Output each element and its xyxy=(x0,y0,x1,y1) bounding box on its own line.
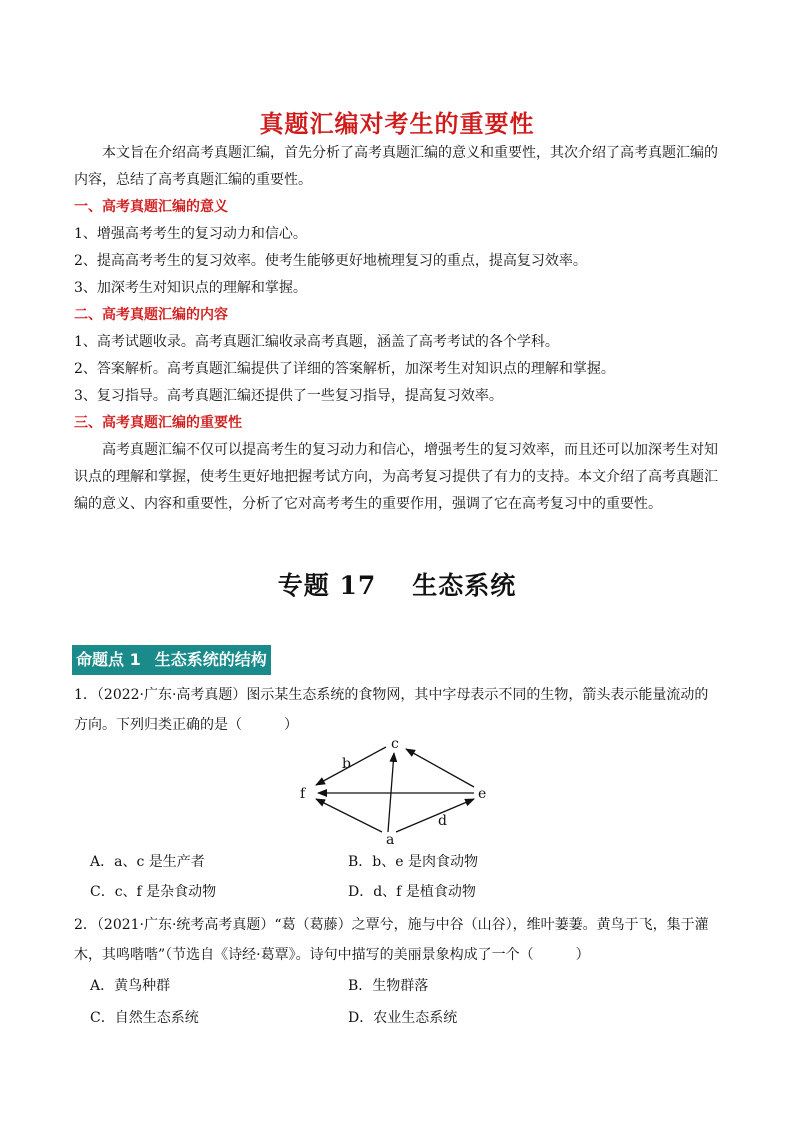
topic-label: 专题 17 xyxy=(277,571,377,600)
section-2-item: 2、答案解析。高考真题汇编提供了详细的答案解析，加深考生对知识点的理解和掌握。 xyxy=(74,361,615,377)
badge-label: 命题点 1 xyxy=(76,650,141,669)
intro-paragraph: 本文旨在介绍高考真题汇编，首先分析了高考真题汇编的意义和重要性，其次介绍了高考真题汇编的内容，总结了高考真题汇编的重要性。 xyxy=(74,145,718,188)
q2-option-a[interactable]: A．黄鸟种群 xyxy=(90,978,171,994)
section-1-item: 3、加深考生对知识点的理解和掌握。 xyxy=(74,280,307,296)
node-b: b xyxy=(342,756,351,772)
arrow-e-to-c xyxy=(406,749,474,787)
node-f: f xyxy=(300,786,306,802)
section-2-heading: 二、高考真题汇编的内容 xyxy=(74,307,228,323)
node-e: e xyxy=(478,786,487,802)
food-web-diagram xyxy=(290,733,500,848)
section-1-item: 2、提高高考考生的复习效率。使考生能够更好地梳理复习的重点，提高复习效率。 xyxy=(74,253,587,269)
q1-option-d[interactable]: D．d、f 是植食动物 xyxy=(348,884,476,900)
q2-option-c[interactable]: C．自然生态系统 xyxy=(90,1010,199,1026)
q1-option-b[interactable]: B．b、e 是肉食动物 xyxy=(348,854,478,870)
badge-name: 生态系统的结构 xyxy=(154,650,267,669)
section-1-item: 1、增强高考考生的复习动力和信心。 xyxy=(74,226,307,242)
document-title: 真题汇编对考生的重要性 xyxy=(259,110,535,138)
topic-name: 生态系统 xyxy=(412,571,517,600)
question-1-stem: 1．（2022·广东·高考真题）图示某生态系统的食物网，其中字母表示不同的生物，箭头表示能量流动的方向。下列归类正确的是（ ） xyxy=(74,687,709,733)
q2-option-b[interactable]: B．生物群落 xyxy=(348,978,429,994)
arrow-a-to-e xyxy=(396,799,474,832)
question-2-stem: 2．（2021·广东·统考高考真题）“葛（葛藤）之覃兮，施与中谷（山谷），维叶萋萋。黄鸟于飞，集于灌木，其鸣喈喈”（节选自《诗经·葛覃》。诗句中描写的美丽景象构成了一个（ ） xyxy=(74,917,709,963)
arrow-a-to-f xyxy=(316,799,382,832)
arrow-c-to-f xyxy=(316,747,386,785)
section-3-heading: 三、高考真题汇编的重要性 xyxy=(74,415,242,431)
node-c: c xyxy=(391,736,399,752)
q1-option-c[interactable]: C．c、f 是杂食动物 xyxy=(90,884,217,900)
section-3-body: 高考真题汇编不仅可以提高考生的复习动力和信心，增强考生的复习效率，而且还可以加深考生对知识点的理解和掌握，使考生更好地把握考试方向，为高考复习提供了有力的支持。本文介绍了高考真题汇编的意义、内容和重要性，分析了它对高考考生的重要作用，强调了它在高考复习中的重要性。 xyxy=(74,442,718,512)
section-2-item: 3、复习指导。高考真题汇编还提供了一些复习指导，提高复习效率。 xyxy=(74,388,503,404)
q2-option-d[interactable]: D．农业生态系统 xyxy=(348,1010,458,1026)
topic-title xyxy=(0,566,794,602)
node-a: a xyxy=(386,832,395,848)
section-1-heading: 一、高考真题汇编的意义 xyxy=(74,199,228,215)
node-d: d xyxy=(438,813,447,829)
q1-option-a[interactable]: A．a、c 是生产者 xyxy=(90,854,205,870)
section-badge xyxy=(72,645,271,675)
section-2-item: 1、高考试题收录。高考真题汇编收录高考真题，涵盖了高考考试的各个学科。 xyxy=(74,334,559,350)
